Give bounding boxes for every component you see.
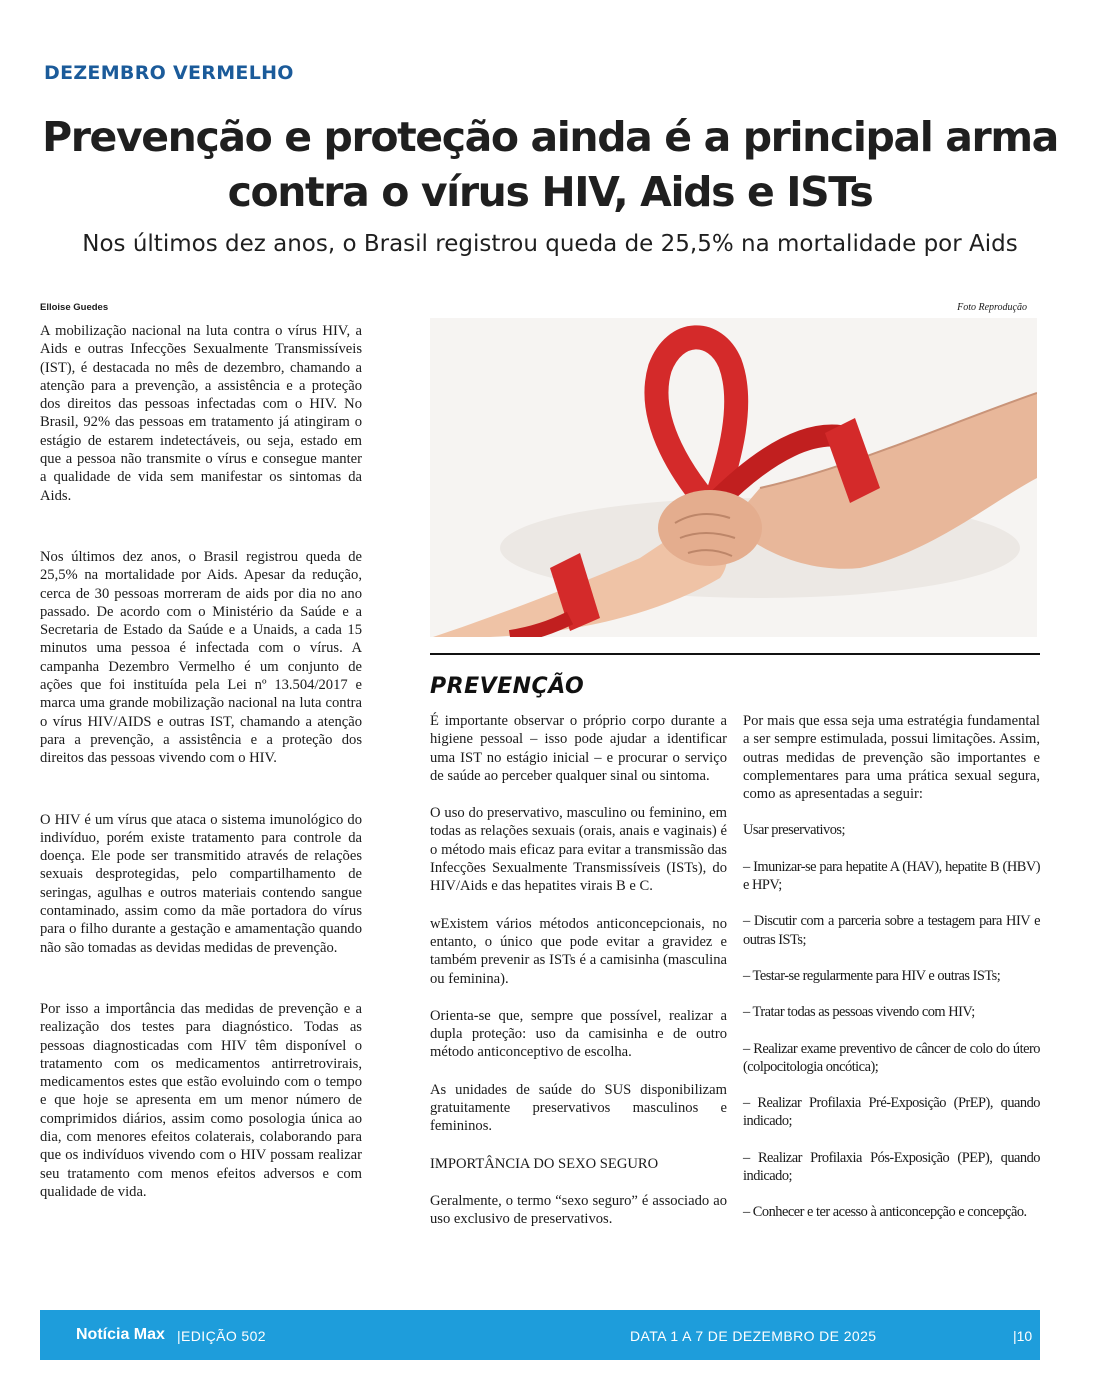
paragraph: A mobilização nacional na luta contra o vírus HIV, a Aids e outras Infecções Sexualmente Transmissíveis (IST), é destacada no mês de dezembro, chamando a atenção para a prevenção, a assistência e a proteção dos direitos das pessoas infectadas com o HIV. No Brasil, 92% das pessoas em tratamento já atingiram o estágio de estarem indetectáveis, ou seja, estado em que a pessoa não transmite o vírus e consegue manter a qualidade de vida sem manifestar os sintomas da Aids. <box>40 323 362 504</box>
photo-credit: Foto Reprodução <box>957 302 1027 313</box>
paragraph: É importante observar o próprio corpo durante a higiene pessoal – isso pode ajudar a identificar uma IST no estágio inicial – e procurar o serviço de saúde ao perceber qualquer sinal ou sintoma. <box>430 713 727 784</box>
article-column-1 <box>40 322 362 1244</box>
headline-line-2: contra o vírus HIV, Aids e ISTs <box>227 168 873 216</box>
list-item: – Tratar todas as pessoas vivendo com HIV; <box>743 1004 975 1021</box>
paragraph: Geralmente, o termo “sexo seguro” é associado ao uso exclusivo de preservativos. <box>430 1192 727 1228</box>
page-footer <box>40 1310 1040 1360</box>
list-item: – Realizar exame preventivo de câncer de colo do útero (colpocitologia oncótica); <box>743 1040 1040 1075</box>
list-item: – Realizar Profilaxia Pós-Exposição (PEP), quando indicado; <box>743 1149 1040 1185</box>
section-divider <box>430 653 1040 655</box>
section-kicker: DEZEMBRO VERMELHO <box>44 62 294 84</box>
footer-brand: Notícia Max <box>76 1326 165 1343</box>
footer-date: DATA 1 A 7 DE DEZEMBRO DE 2025 <box>630 1328 877 1344</box>
paragraph: O uso do preservativo, masculino ou feminino, em todas as relações sexuais (orais, anais e vaginais) é o método mais eficaz para evitar a transmissão das Infecções Sexualmente Transmissíveis (ISTs), do HIV/Aids e das hepatites virais B e C. <box>430 805 727 895</box>
paragraph: Por isso a importância das medidas de prevenção e a realização dos testes para diagnóstico. Todas as pessoas diagnosticadas com HIV têm disponível o tratamento com os medicamentos antirretrovirais, medicamentos estes que estão evoluindo com o tempo e que hoje se apresenta em um menor número de comprimidos diários, assim como posologia única ao dia, com menores efeitos colaterais, colaborando para que os indivíduos vivendo com o HIV possam realizar seu tratamento com menos efeitos adversos e com qualidade de vida. <box>40 1000 362 1200</box>
list-item: – Discutir com a parceria sobre a testagem para HIV e outras ISTs; <box>743 913 1040 948</box>
list-item: – Testar-se regularmente para HIV e outras ISTs; <box>743 967 1001 984</box>
list-item: – Realizar Profilaxia Pré-Exposição (PrEP), quando indicado; <box>743 1095 1040 1130</box>
footer-edition: |EDIÇÃO 502 <box>177 1328 266 1344</box>
article-column-3 <box>743 712 1040 1240</box>
red-ribbon-hands-photo <box>430 318 1037 637</box>
paragraph: wExistem vários métodos anticoncepcionais, no entanto, o único que pode evitar a gravidez e também prevenir as ISTs é a camisinha (masculina ou feminina). <box>430 915 727 987</box>
subheading: IMPORTÂNCIA DO SEXO SEGURO <box>430 1155 659 1172</box>
paragraph: Nos últimos dez anos, o Brasil registrou queda de 25,5% na mortalidade por Aids. Apesar da redução, cerca de 30 pessoas morreram de aids por dia no ano passado. De acordo com o Ministério da Saúde e a Secretaria de Estado da Saúde e a Unaids, a cada 15 minutos uma pessoa é infectada com o vírus. A campanha Dezembro Vermelho é um conjunto de ações que foi instituída pela Lei nº 13.504/2017 e marca uma grande mobilização nacional na luta contra o vírus HIV/AIDS e outras IST, chamando a atenção para a prevenção, a assistência e a proteção dos direitos das pessoas vivendo com o HIV. <box>40 548 362 767</box>
author-byline: Elloise Guedes <box>40 302 109 313</box>
list-item: – Imunizar-se para hepatite A (HAV), hepatite B (HBV) e HPV; <box>743 858 1040 894</box>
subtitle: Nos últimos dez anos, o Brasil registrou queda de 25,5% na mortalidade por Aids <box>82 231 1018 257</box>
paragraph: As unidades de saúde do SUS disponibilizam gratuitamente preservativos masculinos e femininos. <box>430 1081 727 1135</box>
paragraph: O HIV é um vírus que ataca o sistema imunológico do indivíduo, porém existe tratamento para controle da doença. Ele pode ser transmitido através de relações sexuais desprotegidas, pelo compartilhamento de seringas, agulhas e outros materiais contendo sangue contaminado, assim como da mãe portadora do vírus para o filho durante a gestação e amamentação quando não são tomadas as devidas medidas de prevenção. <box>40 811 362 956</box>
article-column-2 <box>430 712 727 1248</box>
list-item: Usar preservativos; <box>743 822 845 839</box>
headline-line-1: Prevenção e proteção ainda é a principal arma <box>42 113 1058 161</box>
footer-page-number: |10 <box>1013 1328 1033 1344</box>
section-title-prevencao: PREVENÇÃO <box>430 674 585 699</box>
paragraph: Orienta-se que, sempre que possível, realizar a dupla proteção: uso da camisinha e de outro método anticonceptivo de escolha. <box>430 1007 727 1061</box>
headline <box>40 110 1060 220</box>
list-item: – Conhecer e ter acesso à anticoncepção e concepção. <box>743 1204 1027 1221</box>
paragraph: Por mais que essa seja uma estratégia fundamental a ser sempre estimulada, possui limitações. Assim, outras medidas de prevenção são importantes e complementares para uma prática sexual segura, como as apresentadas a seguir: <box>743 713 1040 803</box>
